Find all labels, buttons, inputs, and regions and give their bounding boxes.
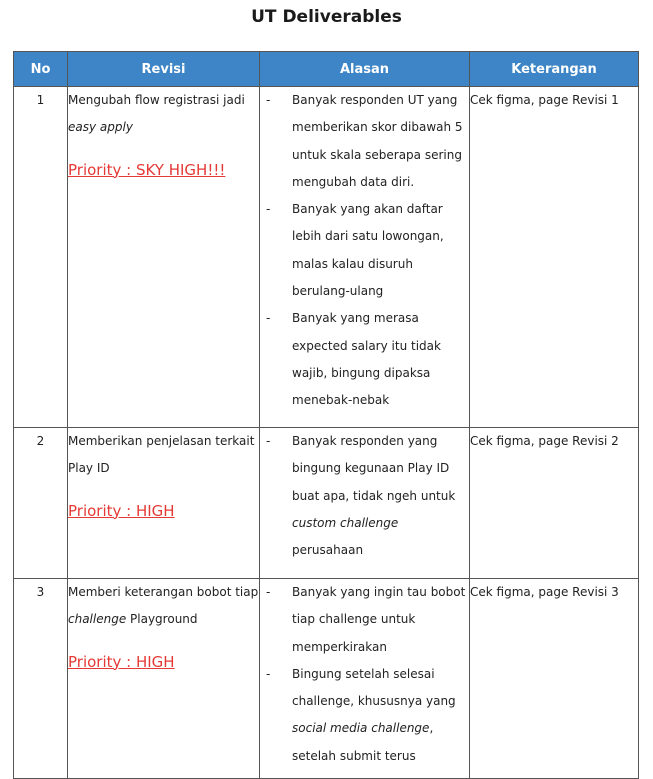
bullet-dash: -: [266, 311, 271, 326]
alasan-bullet: [260, 579, 469, 661]
deliverables-table: [13, 51, 639, 779]
alasan-cell: [260, 87, 470, 428]
table-row: [14, 87, 639, 428]
column-header-keterangan: Keterangan: [470, 52, 639, 87]
column-header-no: No: [14, 52, 68, 87]
bullet-dash: -: [266, 666, 271, 681]
keterangan-cell: Cek figma, page Revisi 3: [470, 579, 639, 779]
alasan-bullet: [260, 428, 469, 564]
revisi-italic-text: easy apply: [68, 120, 133, 135]
table-header-row: [14, 52, 639, 87]
priority-label: Priority : HIGH: [68, 652, 175, 671]
alasan-cell: [260, 579, 470, 779]
revisi-text-suffix: Playground: [126, 612, 198, 627]
revisi-text: Mengubah flow registrasi jadi: [68, 93, 245, 107]
table-row: [14, 428, 639, 579]
revisi-cell: [68, 579, 260, 779]
row-number: 2: [14, 428, 68, 579]
bullet-text: Banyak yang merasa expected salary itu tidak wajib, bingung dipaksa menebak-nebak: [292, 311, 441, 408]
alasan-cell: [260, 428, 470, 579]
row-number: 1: [14, 87, 68, 428]
revisi-italic-text: challenge: [68, 612, 127, 627]
alasan-bullet: [260, 87, 469, 196]
bullet-text: Banyak responden yang bingung kegunaan Play ID buat apa, tidak ngeh untuk custom challenge perusahaan: [292, 434, 456, 558]
bullet-dash: -: [266, 202, 271, 217]
bullet-text: Banyak yang ingin tau bobot tiap challenge untuk memperkirakan: [292, 585, 466, 654]
alasan-bullet: [260, 661, 469, 770]
bullet-dash: -: [266, 93, 271, 107]
bullet-text: Bingung setelah selesai challenge, khususnya yang social media challenge, setelah submit terus: [292, 666, 456, 763]
keterangan-cell: Cek figma, page Revisi 2: [470, 428, 639, 579]
alasan-bullet: [260, 196, 469, 305]
priority-label: Priority : SKY HIGH!!!: [68, 160, 226, 179]
bullet-text: Banyak yang akan daftar lebih dari satu lowongan, malas kalau disuruh berulang-ulang: [292, 202, 444, 299]
bullet-dash: -: [266, 434, 271, 448]
revisi-text: Memberikan penjelasan terkait Play ID: [68, 434, 255, 476]
priority-label: Priority : HIGH: [68, 501, 175, 520]
column-header-alasan: Alasan: [260, 52, 470, 87]
column-header-revisi: Revisi: [68, 52, 260, 87]
table-row: [14, 579, 639, 779]
row-number: 3: [14, 579, 68, 779]
bullet-dash: -: [266, 585, 271, 599]
keterangan-cell: Cek figma, page Revisi 1: [470, 87, 639, 428]
revisi-text: Memberi keterangan bobot tiap: [68, 585, 259, 599]
bullet-text: Banyak responden UT yang memberikan skor dibawah 5 untuk skala seberapa sering mengubah data diri.: [292, 93, 463, 189]
document-title: UT Deliverables: [251, 7, 402, 27]
alasan-bullet: [260, 305, 469, 414]
revisi-cell: [68, 428, 260, 579]
revisi-cell: [68, 87, 260, 428]
